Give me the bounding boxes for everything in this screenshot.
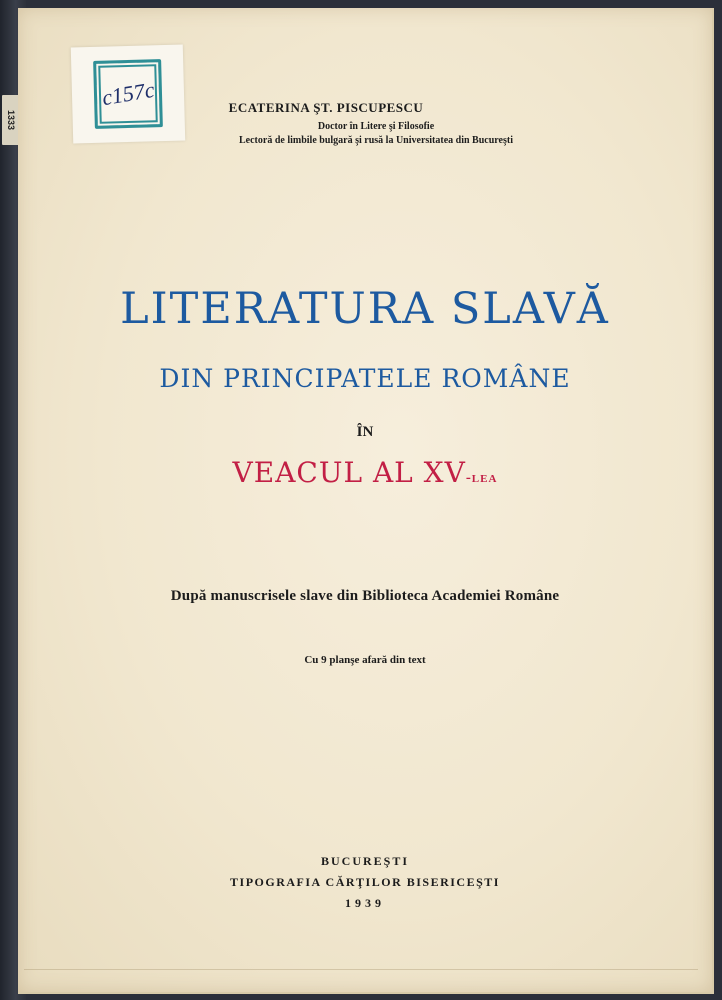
- title-preposition: ÎN: [356, 424, 374, 440]
- title-century: [18, 456, 712, 489]
- book-description: După manuscrisele slave din Biblioteca Academiei Române: [170, 588, 560, 604]
- book-title: LITERATURA SLAVĂ: [120, 284, 610, 334]
- library-stamp-label: [71, 45, 185, 144]
- author-credential-lecturer: Lectoră de limbile bulgară şi rusă la Universitatea din Bucureşti: [239, 135, 513, 146]
- century-suffix: -lea: [465, 470, 498, 486]
- book-subtitle: DIN PRINCIPATELE ROMÂNE: [159, 364, 571, 393]
- plates-note: Cu 9 planşe afară din text: [304, 654, 426, 666]
- imprint-city: BUCUREŞTI: [320, 854, 410, 868]
- century-text: VEACUL AL XV: [232, 456, 466, 489]
- author-name: ECATERINA ŞT. PISCUPESCU: [228, 100, 424, 115]
- spine-label: 1333: [2, 95, 20, 145]
- imprint-year: 1939: [345, 896, 385, 910]
- stamp-handwritten-mark: c157c: [99, 76, 156, 111]
- library-stamp: [93, 59, 163, 129]
- cover-page: [18, 8, 714, 994]
- imprint-printer: TIPOGRAFIA CĂRŢILOR BISERICEŞTI: [230, 875, 500, 889]
- author-credential-doctorate: Doctor în Litere şi Filosofie: [317, 121, 435, 132]
